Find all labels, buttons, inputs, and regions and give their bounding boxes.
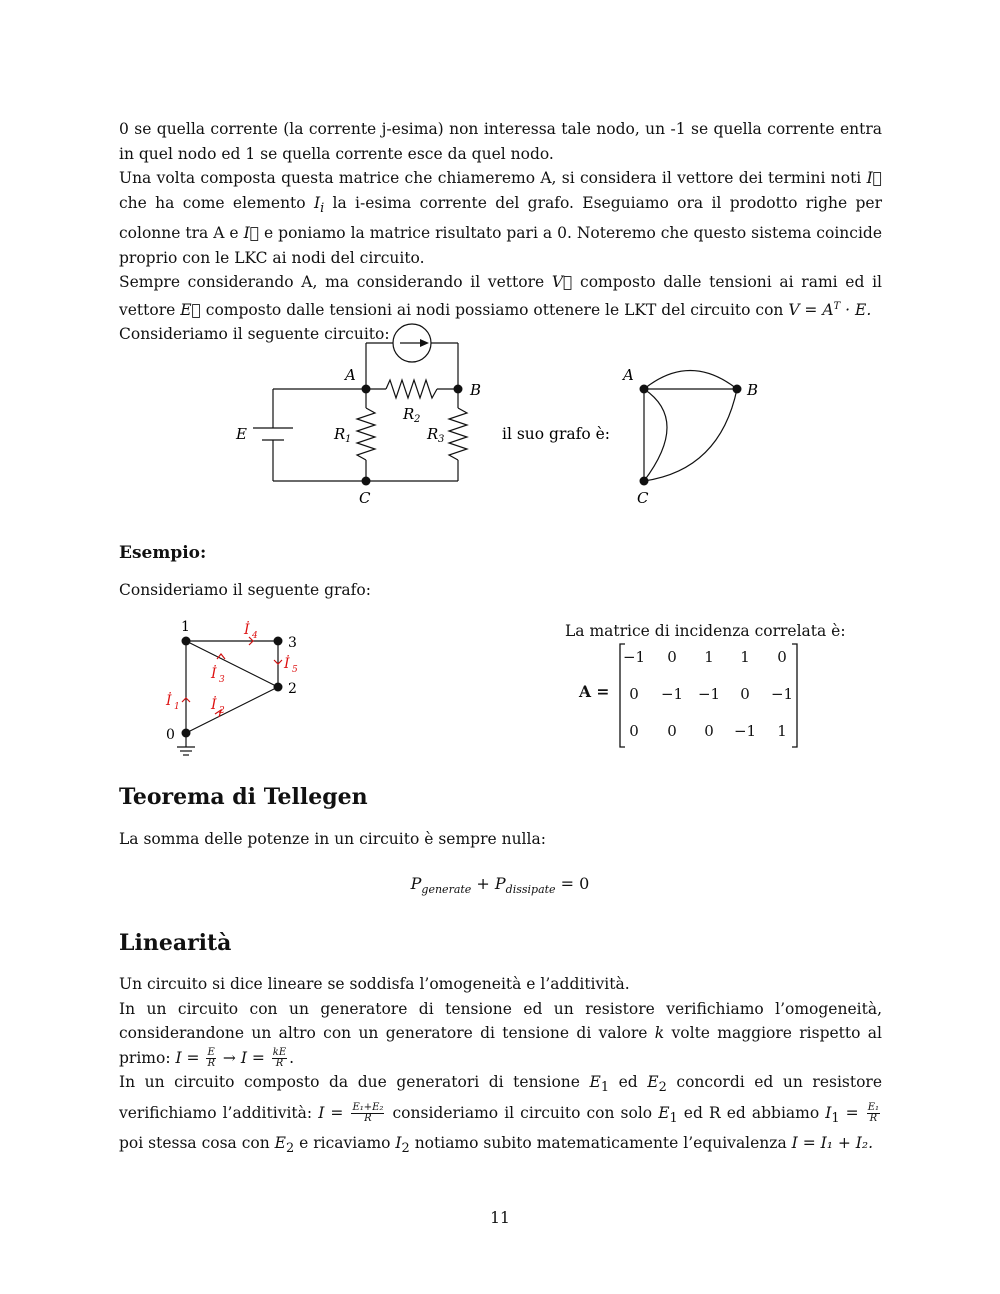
page-number: 11 [490, 1209, 510, 1227]
paragraph-graph-intro [119, 578, 882, 603]
matrix-cell: −1 [622, 648, 646, 666]
matrix-cell: 0 [629, 685, 639, 703]
paragraph-text: La somma delle potenze in un circuito è sempre nulla: [119, 830, 546, 848]
heading-linearita: Linearità [119, 930, 232, 956]
text-fragment: poi stessa cosa con [119, 1134, 275, 1153]
math-E: E [647, 1073, 659, 1091]
matrix-label: A = [579, 682, 610, 701]
math-E-vector: E⃗ [180, 300, 201, 319]
math-sub: 2 [285, 1141, 295, 1157]
matrix-cell: 0 [629, 722, 639, 740]
frac-den: R [207, 1058, 215, 1069]
frac-den: R [869, 1113, 878, 1125]
frac-e1e2-over-r [351, 1103, 384, 1124]
text-fragment: composto dalle tensioni ai nodi possiamo ottenere le LKT del circuito con [200, 300, 789, 319]
node-c-dot [362, 477, 371, 486]
graph-caption: il suo grafo è: [502, 425, 611, 443]
node-a-dot [362, 385, 371, 394]
circuit-figure [0, 310, 1000, 520]
frac-num: kE [272, 1047, 287, 1058]
frac-den: R [275, 1058, 284, 1069]
label-r1-sub: 1 [345, 434, 352, 445]
math-rhs: = 0 [555, 874, 590, 893]
arrow-icon [420, 339, 429, 347]
label-node-a: A [345, 366, 356, 384]
graph-node-2 [274, 683, 283, 692]
text-fragment: e poniamo la matrice risultato pari a 0. Noteremo che questo sistema coincide proprio con le LKC ai nodi del circuito. [119, 224, 882, 267]
math-E: · E. [840, 300, 872, 319]
matrix-cell: 0 [667, 648, 677, 666]
frac-e1-over-r [867, 1103, 880, 1124]
math-sub: 1 [600, 1080, 610, 1096]
current-label-i4: İ [244, 622, 250, 638]
math-I-vector: I⃗ [866, 169, 882, 187]
matrix-cell: −1 [733, 722, 757, 740]
matrix-cell: −1 [697, 685, 721, 703]
matrix-cell: −1 [770, 685, 794, 703]
graph-node-b [733, 385, 742, 394]
math-I-eq: I = [240, 1048, 270, 1067]
text-fragment: In un circuito con un generatore di tensione ed un resistore verifichiamo l’omogeneità, considerandone un altro con un generatore di tensione di valore [119, 999, 882, 1042]
graph-node-1 [182, 637, 191, 646]
math-E: E [589, 1073, 601, 1091]
graph-label-b: B [747, 381, 759, 399]
label-r2: R [403, 405, 415, 423]
text-fragment: volte maggiore rispetto al primo: [119, 1024, 882, 1067]
text-fragment: Una volta composta questa matrice che chiameremo A, si considera il vettore dei termini noti [119, 169, 867, 187]
label-r3: R [427, 425, 439, 443]
frac-e-over-r [206, 1048, 216, 1069]
graph-label-a: A [623, 366, 634, 384]
math-I-eq: I = [318, 1103, 350, 1122]
frac-num: E₁ [867, 1102, 880, 1114]
math-V-eq: V = A [788, 300, 834, 319]
node-label-0: 0 [166, 727, 175, 743]
math-arrow: → [217, 1048, 241, 1067]
matrix-cell: −1 [660, 685, 684, 703]
paragraph-text: Consideriamo il seguente grafo: [119, 581, 371, 599]
matrix-cell: 0 [740, 685, 750, 703]
current-sub-5: 5 [292, 665, 298, 675]
label-e: E [236, 425, 247, 443]
math-I-eq: I = [175, 1048, 205, 1067]
current-sub-4: 4 [252, 631, 258, 641]
label-node-c: C [359, 489, 371, 507]
math-I: I [825, 1103, 832, 1122]
math-E: E [658, 1103, 670, 1122]
paragraph-linearity: Un circuito si dice lineare se soddisfa l’omogeneità e l’additività. In un circuito con un generatore di tensione ed un resistore verifichiamo l’omogeneità, considerandone un altro con un generatore di tensione di valore k volte maggiore rispetto al primo: I = $\frac{E}{R}$ → I = $\frac{kE}{R}$ . In un circuito composto da due generatori di tensione $E_1$ ed $E_2$ concordi ed un resistore verifichiamo l’additività: I = $\frac{\text{E₁+E₂}}{R}$ consideriamo il circuito con solo $E_1$ ed R ed abbiamo $I_1$ = $\frac{\text{E₁}}{R}$ poi stessa cosa con $E_2$ e ricaviamo $I_2$ notiamo subito matematicamente l’equivalenza I = I₁ + I₂. [119, 975, 883, 1157]
math-eq: = [839, 1103, 865, 1122]
frac-ke-over-r [272, 1048, 287, 1069]
node-label-2: 2 [288, 681, 297, 697]
text-fragment: consideriamo il circuito con solo [386, 1103, 659, 1122]
matrix-cell: 1 [740, 648, 750, 666]
math-P: P [494, 874, 506, 893]
math-plus: + [471, 874, 495, 893]
graph-node-0 [182, 729, 191, 738]
current-sub-2: 2 [219, 706, 225, 716]
text-fragment: Un circuito si dice lineare se soddisfa l’omogeneità e l’additività. [119, 975, 630, 993]
math-transpose: T [833, 300, 841, 312]
math-sub-i: i [320, 200, 325, 216]
graph-node-c [640, 477, 649, 486]
math-sub: 2 [658, 1080, 667, 1096]
resistor-r1-icon [357, 408, 375, 460]
math-k: k [654, 1024, 665, 1042]
paragraph-text: 0 se quella corrente (la corrente j-esima) non interessa tale nodo, un -1 se quella corrente entra in quel nodo ed 1 se quella corrente esce da quel nodo. [119, 120, 882, 163]
heading-esempio: Esempio: [119, 543, 207, 563]
math-sub-generate: generate [421, 883, 472, 897]
current-label-i1: İ [166, 693, 172, 709]
matrix-cell: 0 [667, 722, 677, 740]
label-r2-sub: 2 [414, 414, 421, 425]
paragraph-tellegen [119, 827, 882, 852]
text-fragment: la i-esima corrente del grafo. Eseguiamo ora il prodotto righe per colonne tra A e [119, 193, 882, 243]
matrix-cell: 0 [704, 722, 714, 740]
text-fragment: notiamo subito matematicamente l’equivalenza [409, 1134, 792, 1153]
math-final-eq: I = I₁ + I₂. [791, 1134, 874, 1153]
label-node-b: B [470, 381, 482, 399]
current-label-i5: İ [284, 656, 290, 672]
resistor-r2-icon [386, 380, 437, 398]
text-fragment: In un circuito composto da due generatori di tensione [119, 1073, 590, 1091]
node-b-dot [454, 385, 463, 394]
graph-node-a [640, 385, 649, 394]
current-label-i3: İ [211, 666, 217, 682]
label-r3-sub: 3 [438, 434, 445, 445]
math-sub: 1 [669, 1110, 678, 1126]
resistor-r3-icon [449, 408, 467, 460]
frac-den: R [364, 1113, 372, 1125]
text-fragment: che ha come elemento [119, 193, 314, 212]
math-V-vector: V⃗ [551, 273, 573, 292]
node-label-3: 3 [288, 635, 297, 651]
frac-num: E [207, 1047, 215, 1058]
math-sub: 1 [831, 1110, 840, 1126]
graph-edge-ab-arc [644, 371, 737, 390]
paragraph-incidence-rule [119, 117, 882, 166]
graph-node-3 [274, 637, 283, 646]
math-P: P [410, 874, 422, 893]
matrix-caption: La matrice di incidenza correlata è: [565, 622, 846, 640]
text-fragment: Consideriamo il seguente circuito: [119, 325, 390, 344]
matrix-cell: 1 [777, 722, 787, 740]
math-I: I [313, 193, 321, 212]
matrix-cell: 1 [704, 648, 714, 666]
text-fragment: ed R ed abbiamo [677, 1103, 826, 1122]
text-fragment: concordi ed un resistore verifichiamo l’additività: [119, 1073, 883, 1122]
label-r1: R [334, 425, 346, 443]
math-sub: 2 [401, 1141, 410, 1157]
example-graph-figure [0, 612, 520, 772]
heading-tellegen: Teorema di Tellegen [119, 784, 368, 810]
matrix-cell: 0 [777, 648, 787, 666]
current-sub-3: 3 [219, 675, 225, 685]
text-fragment: e ricaviamo [294, 1134, 396, 1153]
text-fragment: composto dalle tensioni ai rami ed il vettore [119, 273, 882, 319]
current-sub-1: 1 [174, 702, 180, 712]
equation-tellegen [0, 874, 1000, 896]
current-label-i2: İ [211, 697, 217, 713]
frac-num: E₁+E₂ [352, 1102, 384, 1114]
graph-edge-bc [644, 389, 737, 481]
text-fragment: Sempre considerando A, ma considerando il vettore [119, 273, 552, 292]
math-I: I [395, 1134, 402, 1153]
graph-label-c: C [637, 489, 649, 507]
math-E: E [274, 1134, 286, 1153]
text-fragment: ed [609, 1073, 648, 1091]
math-I-vector: I⃗ [243, 224, 260, 243]
graph-edge-ac-arc [644, 389, 667, 481]
math-sub-dissipate: dissipate [505, 883, 556, 897]
node-label-1: 1 [181, 619, 190, 635]
